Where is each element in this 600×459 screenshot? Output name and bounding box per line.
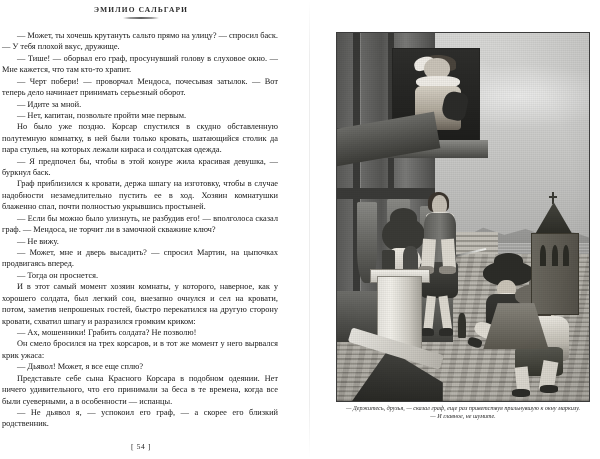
climber-shoe — [439, 266, 455, 274]
body-text-column — [0, 30, 310, 430]
paragraph: — Может, мне и дверь высадить? — спросил Мартин, на цыпочках продвигаясь вперед. — [2, 248, 278, 269]
climber-leg — [421, 239, 436, 269]
paragraph: — Ах, мошенники! Грабить солдата? Не позволю! — [17, 327, 197, 337]
belfry-window — [552, 245, 558, 266]
paragraph: Граф приблизился к кровати, держа шпагу на изготовку, чтобы в случае надобности незамедлительно пустить ее в ход. Хозяин комнатушки блаженно спал, почти полностью укрывшись простыней. — [2, 179, 278, 212]
seated-man-shoe — [512, 389, 530, 397]
climber-leg — [441, 239, 456, 269]
paragraph: — Если бы можно было улизнуть, не разбудив его! — вполголоса сказал граф. — Мендоса, не торчит ли в замочной скважине ключ? — [2, 213, 278, 235]
count-shoe — [421, 328, 434, 336]
distant-figure — [458, 313, 466, 339]
illustration-caption: — Держитесь, друзья, — сказал граф, еще раз приветствуя прильнувшую к окну маркизу. — И главное, не шумите. — [345, 406, 581, 420]
count-leg — [439, 295, 453, 332]
church-tower — [524, 202, 584, 312]
seated-man-shoe — [540, 385, 558, 393]
paragraph: — Нет, капитан, позвольте пройти мне первым. — [17, 110, 187, 120]
belfry-window — [540, 245, 546, 266]
running-head: ЭМИЛИО САЛЬГАРИ — [93, 5, 189, 14]
paragraph: — Может, ты хочешь крутануть сальто прямо на улицу? — спросил баск. — У тебя плохой вкус, дружище. — [2, 31, 278, 52]
paragraph: — Не дьявол я, — успокоил его граф, — а скорее его близкий родственник. — [2, 407, 278, 429]
paragraph: — Не вижу. — [17, 236, 59, 246]
paragraph: — Идите за мной. — [17, 99, 82, 109]
paragraph: Но было уже поздно. Корсар спустился в скудно обставленную полутемную комнатку, в ней были только кровать, шатающийся столик да пара стульев, на которых лежали кираса и солдатская одежда. — [2, 122, 278, 155]
paragraph: — Дьявол! Может, я все еще сплю? — [17, 362, 144, 372]
paragraph: — Черт побери! — проворчал Мендоса, почесывая затылок. — Вот теперь дело начинает принимать серьезный оборот. — [2, 76, 278, 98]
belfry-window — [563, 245, 569, 266]
paragraph: — Тише! — оборвал его граф, просунувший голову в слуховое окно. — Мне кажется, что там кто-то храпит. — [2, 53, 278, 75]
paragraph: И в этот самый момент хозяин комнаты, у которого, наверное, как у хорошего солдата, был легкий сон, внезапно очнулся и сел на кровати, потом, заметив непрошеных гостей, быстро перекатился на другую сторону кровати, схватил шпагу и разразился громким криком: — [2, 282, 278, 326]
paragraph: — Я предпочел бы, чтобы в этой конуре жила красивая девушка, — буркнул баск. — [2, 156, 278, 178]
church-spire — [534, 202, 573, 235]
paragraph: — Тогда он проснется. — [17, 270, 99, 280]
page-number: [ 54 ] — [130, 442, 152, 451]
illustration-plate — [336, 32, 590, 402]
timber-beam — [353, 33, 360, 320]
ornament-rule — [123, 17, 159, 19]
header-ornament-divider — [0, 14, 310, 19]
church-belfry — [531, 233, 579, 314]
illustration-scene — [337, 33, 589, 401]
paragraph: Он смело бросился на трех корсаров, и в тот же момент у него вырвался крик ужаса: — [2, 339, 278, 360]
count-leg — [423, 295, 436, 332]
count-shoe — [439, 328, 453, 336]
illustration-page — [310, 0, 600, 459]
paragraph: Представьте себе сына Красного Корсара в подобном одеянии. Нет ничего удивительного, что его принимали за беса в те времена, когда все были суеверными, а в особенности — испанцы. — [2, 373, 278, 406]
